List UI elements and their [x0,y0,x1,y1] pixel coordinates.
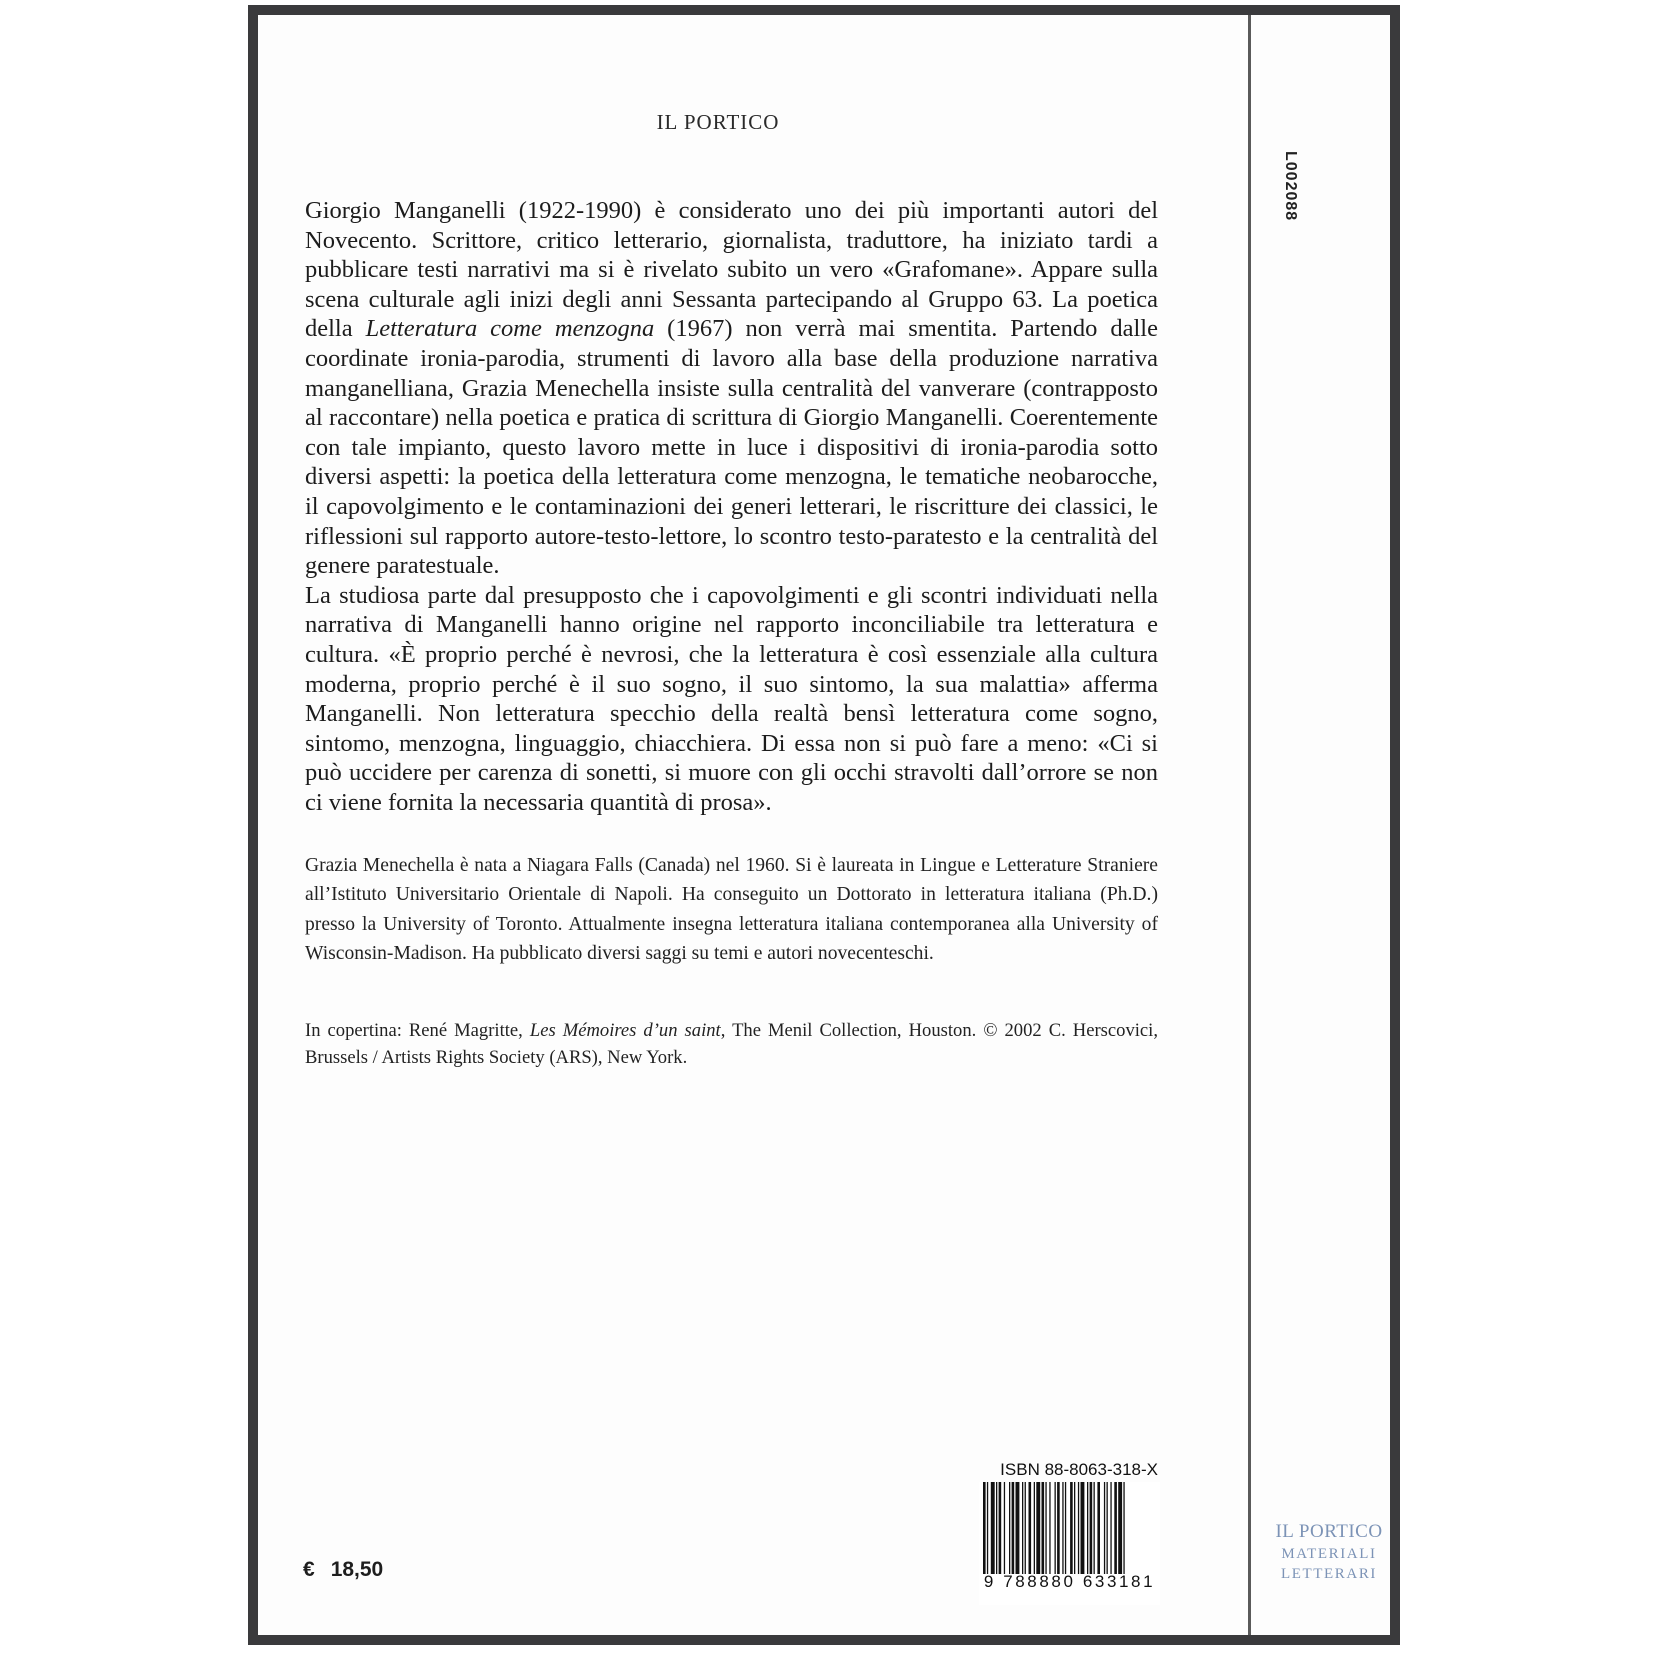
logo-line-3: LETTERARI [1280,1566,1378,1582]
barcode-bar [1118,1482,1122,1574]
barcode-bar [1123,1482,1124,1574]
barcode-bar [1045,1482,1046,1574]
barcode-bar [1107,1482,1108,1574]
barcode-bar [1114,1482,1117,1574]
barcode-bar [999,1482,1002,1574]
barcode-bar [1004,1482,1005,1574]
barcode-bar [1016,1482,1020,1574]
barcode-bar [1070,1482,1073,1574]
barcode-bar [1034,1482,1035,1574]
price [303,1558,383,1582]
blurb-text-1b: (1967) non verrà mai smentita. Partendo dalle coordinate ironia-parodia, strumenti di lavoro alla base della produzione narrativa manganelliana, Grazia Menechella insiste sulla centralità del vanverare (contrapposto al raccontare) nella poetica e pratica di scrittura di Giorgio Manganelli. Coerentemente con tale impianto, questo lavoro mette in luce i dispositivi di ironia-parodia sotto diversi aspetti: la poetica della letteratura come menzogna, le tematiche neobarocche, il capovolgimento e le contaminazioni dei generi letterari, le riscritture dei classici, le riflessioni sul rapporto autore-testo-lettore, lo scontro testo-paratesto e la centralità del genere paratestuale. [305,315,1158,580]
barcode-bar [983,1482,986,1574]
barcode-number: 9 788880 633181 [983,1572,1156,1591]
barcode-bar [991,1482,995,1574]
cover-credit [305,1017,1158,1071]
credit-artwork-title: Les Mémoires d’un saint [529,1020,721,1041]
spine-divider [1248,15,1251,1635]
price-amount: 18,50 [330,1558,384,1581]
euro-symbol: € [303,1558,315,1581]
barcode-bar [1009,1482,1010,1574]
credit-suffix: , The Menil Collection, Houston. © 2002 C. Herscovici, Brussels / Artists Rights Society (ARS), New York. [305,1020,1158,1068]
barcode-bars [979,1482,1160,1574]
barcode-bar [1022,1482,1023,1574]
blurb-paragraph-2: La studiosa parte dal presupposto che i capovolgimenti e gli scontri individuati nella narrativa di Manganelli hanno origine nel rapporto inconciliabile tra letteratura e cultura. «È proprio perché è nevrosi, che la letteratura è così essenziale alla cultura moderna, proprio perché è il suo sogno, il suo sintomo, la sua malattia» afferma Manganelli. Non letteratura specchio della realtà bensì letteratura come sogno, sintomo, menzogna, linguaggio, chiacchiera. Di essa non si può fare a meno: «Ci si può uccidere per carenza di sonetti, si muore con gli occhi stravolti dall’orrore se non ci viene fornita la necessaria quantità di prosa». [305,581,1158,816]
barcode-bar [1042,1482,1045,1574]
blurb-paragraph-1 [305,196,1158,581]
barcode-bar [1081,1482,1085,1574]
barcode-bar [1012,1482,1015,1574]
blurb [305,196,1158,817]
credit-prefix: In copertina: René Magritte, [305,1020,530,1041]
book-back-cover [248,5,1400,1645]
barcode-bar [1036,1482,1040,1574]
barcode-bar [1055,1482,1056,1574]
barcode-bar [987,1482,988,1574]
barcode-bar [1049,1482,1050,1574]
barcode-bar [1065,1482,1066,1574]
barcode-bar [1057,1482,1060,1574]
author-bio: Grazia Menechella è nata a Niagara Falls (Canada) nel 1960. Si è laureata in Lingue e Letterature Straniere all’Istituto Universitario Orientale di Napoli. Ha conseguito un Dottorato in letteratura italiana (Ph.D.) presso la University of Toronto. Attualmente insegna letteratura italiana contemporanea alla University of Wisconsin-Madison. Ha pubblicato diversi saggi su temi e autori novecenteschi. [305,855,1158,965]
barcode-bar [1025,1482,1026,1574]
publisher-logo [1258,1520,1400,1584]
barcode-bar [1062,1482,1063,1574]
barcode-bar [996,1482,997,1574]
barcode-bar [1110,1482,1111,1574]
logo-line-1: IL PORTICO [1275,1521,1383,1542]
barcode-bar [1104,1482,1105,1574]
series-title: IL PORTICO [656,110,780,134]
isbn-label: ISBN 88-8063-318-X [1000,1460,1158,1479]
blurb-text-1a: Giorgio Manganelli (1922-1990) è considerato uno dei più importanti autori del Novecento. Scrittore, critico letterario, giornalista, traduttore, ha iniziato tardi a pubblicare testi narrativi ma si è rivelato subito un vero «Grafomane». Appare sulla scena culturale agli inizi degli anni Sessanta partecipando al Gruppo 63. La poetica della [305,197,1158,343]
barcode-bar [1078,1482,1079,1574]
barcode-bar [1097,1482,1100,1574]
book-title-italic: Letteratura come menzogna [365,315,655,343]
barcode-bar [1090,1482,1093,1574]
barcode-bar [1094,1482,1095,1574]
barcode-bar [1029,1482,1032,1574]
spine-code: L002088 [1282,151,1299,222]
barcode-bar [1074,1482,1075,1574]
logo-line-2: MATERIALI [1281,1546,1377,1562]
barcode-bar [1087,1482,1088,1574]
